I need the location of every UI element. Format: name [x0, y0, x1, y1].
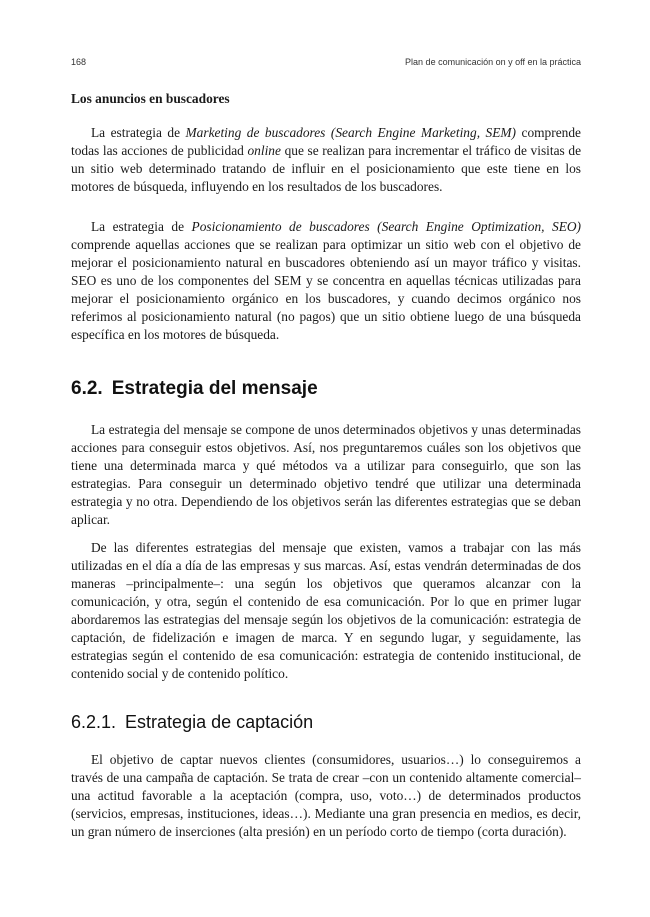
running-title: Plan de comunicación on y off en la práctica	[405, 57, 581, 67]
section-number-6-2-1: 6.2.1.	[71, 712, 117, 732]
section-heading-6-2	[71, 378, 318, 400]
running-header	[71, 57, 581, 71]
paragraph-strategy-types: De las diferentes estrategias del mensaje que existen, vamos a trabajar con las más utilizadas en el día a día de las empresas y sus marcas. Así, estas vendrán determinadas de dos maneras –principalmente–: una según los objetivos que queramos alcanzar con la comunicación, y otra, según el contenido de esa comunicación. Por lo que en primer lugar abordaremos las estrategias del mensaje según los objetivos de la comunicación: estrategia de captación, de fidelización e imagen de marca. Y en segundo lugar, y seguidamente, las estrategias según el contenido de esa comunicación: estrategia de contenido institucional, de contenido social y de contenido político.	[71, 540, 581, 681]
paragraph-sem-text-3: que se realizan para incrementar el tráfico de visitas de un sitio web determinado tratando de influir en el posicionamiento que este tiene en los motores de búsqueda, influyendo en los resultados de los buscadores.	[71, 143, 582, 194]
page-number: 168	[71, 57, 87, 67]
subheading-search-ads: Los anuncios en buscadores	[71, 91, 230, 106]
paragraph-seo	[71, 218, 581, 344]
section-title-6-2-1: Estrategia de captación	[125, 712, 314, 732]
section-number-6-2: 6.2.	[71, 378, 103, 399]
paragraph-sem-online: online	[247, 143, 281, 158]
paragraph-seo-term: Posicionamiento de buscadores (Search Engine Optimization, SEO)	[191, 219, 581, 234]
paragraph-sem-text-2: comprende todas las acciones de publicidad	[71, 125, 581, 158]
paragraph-sem	[71, 124, 581, 196]
paragraph-acquisition: El objetivo de captar nuevos clientes (consumidores, usuarios…) lo conseguiremos a través de una campaña de captación. Se trata de crear –con un contenido altamente comercial– una actitud favorable a la aceptación (compra, uso, voto…) de determinados productos (servicios, empresas, instituciones, ideas…). Mediante una gran presencia en medios, es decir, un gran número de inserciones (alta presión) en un período corto de tiempo (corta duración).	[71, 752, 581, 839]
paragraph-seo-text-2: comprende aquellas acciones que se realizan para optimizar un sitio web con el objetivo de mejorar el posicionamiento natural en buscadores obteniendo así un mayor tráfico y visitas. SEO es uno de los componentes del SEM y se concentra en aquellas técnicas utilizadas para mejorar el posicionamiento orgánico en los buscadores, y cuando decimos orgánico nos referimos al posicionamiento natural (no pagos) que un sitio obtiene luego de una búsqueda específica en los motores de búsqueda.	[71, 237, 581, 342]
paragraph-seo-text-1: La estrategia de	[91, 219, 192, 234]
section-title-6-2: Estrategia del mensaje	[111, 378, 318, 399]
paragraph-sem-term: Marketing de buscadores (Search Engine Marketing, SEM)	[185, 125, 517, 140]
section-heading-6-2-1	[71, 712, 313, 733]
paragraph-message-strategy: La estrategia del mensaje se compone de unos determinados objetivos y unas determinadas acciones para conseguir estos objetivos. Así, nos preguntaremos cuáles son los objetivos que tiene una determinada marca y qué métodos va a utilizar para conseguirlo, que son las estrategias. Para conseguir un determinado objetivo tendré que utilizar una determinada estrategia y no otra. Dependiendo de los objetivos serán las diferentes estrategias que se deban aplicar.	[71, 422, 581, 527]
paragraph-sem-text-1: La estrategia de	[91, 125, 186, 140]
book-page	[71, 0, 581, 917]
